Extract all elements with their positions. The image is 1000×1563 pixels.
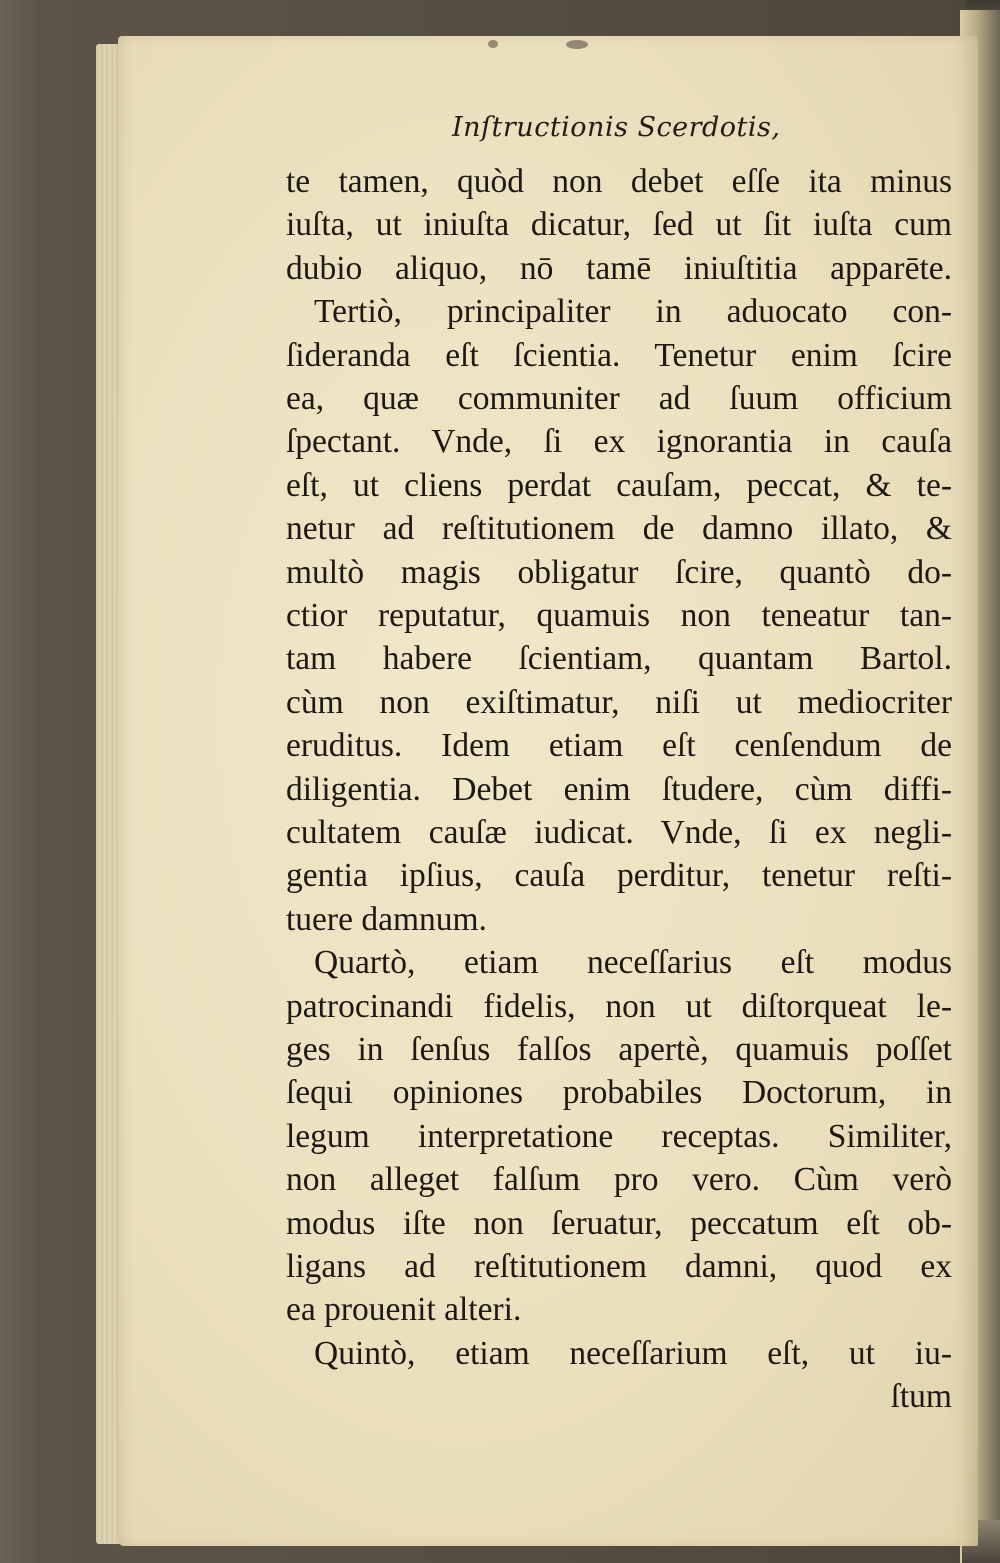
text-line: non alleget falſum pro vero. Cùm verò: [286, 1161, 952, 1199]
text-line: ſequi opiniones probabiles Doctorum, in: [286, 1074, 952, 1112]
text-line: modus iſte non ſeruatur, peccatum eſt ob-: [286, 1204, 952, 1242]
text-line: ctior reputatur, quamuis non teneatur tan-: [286, 597, 952, 634]
text-line: eruditus. Idem etiam eſt cenſendum de: [286, 727, 952, 765]
text-line: netur ad reſtitutionem de damno illato, &: [286, 510, 952, 548]
text-line: ea, quæ communiter ad ſuum officium: [286, 380, 952, 417]
text-line: dubio aliquo, nō tamē iniuſtitia apparēte.: [286, 249, 952, 287]
text-line: legum interpretatione receptas. Similiter,: [286, 1117, 952, 1155]
text-line: cùm non exiſtimatur, niſi ut mediocriter: [286, 683, 952, 721]
text-line: diligentia. Debet enim ſtudere, cùm diffi-: [286, 770, 952, 808]
text-line: te tamen, quòd non debet eſſe ita minus: [286, 163, 952, 200]
text-line: ſpectant. Vnde, ſi ex ignorantia in cauſa: [286, 423, 952, 461]
text-line: gentia ipſius, cauſa perditur, tenetur reſti-: [286, 857, 952, 895]
text-line: tuere damnum.: [286, 900, 487, 938]
text-line: multò magis obligatur ſcire, quantò do-: [286, 553, 952, 591]
text-line: ges in ſenſus falſos apertè, quamuis poſſet: [286, 1031, 952, 1068]
text-line: Quartò, etiam neceſſarius eſt modus: [314, 944, 952, 982]
running-head: Inſtructionis Scerdotis,: [452, 112, 781, 143]
text-line: tam habere ſcientiam, quantam Bartol.: [286, 640, 952, 678]
ink-speck: [566, 40, 588, 49]
text-line: eſt, ut cliens perdat cauſam, peccat, & te-: [286, 466, 952, 504]
ink-speck: [488, 40, 498, 48]
text-line: cultatem cauſæ iudicat. Vnde, ſi ex negli-: [286, 814, 952, 851]
text-line: ea prouenit alteri.: [286, 1291, 522, 1329]
text-line: Tertiò, principaliter in aduocato con-: [314, 293, 952, 331]
text-line: ligans ad reſtitutionem damni, quod ex: [286, 1248, 952, 1285]
text-line: ſtum: [890, 1378, 952, 1416]
text-line: ſideranda eſt ſcientia. Tenetur enim ſcire: [286, 336, 952, 374]
text-line: Quintò, etiam neceſſarium eſt, ut iu-: [314, 1334, 952, 1372]
text-line: patrocinandi fidelis, non ut diſtorqueat le-: [286, 987, 952, 1025]
text-line: iuſta, ut iniuſta dicatur, ſed ut ſit iuſta cum: [286, 206, 952, 244]
